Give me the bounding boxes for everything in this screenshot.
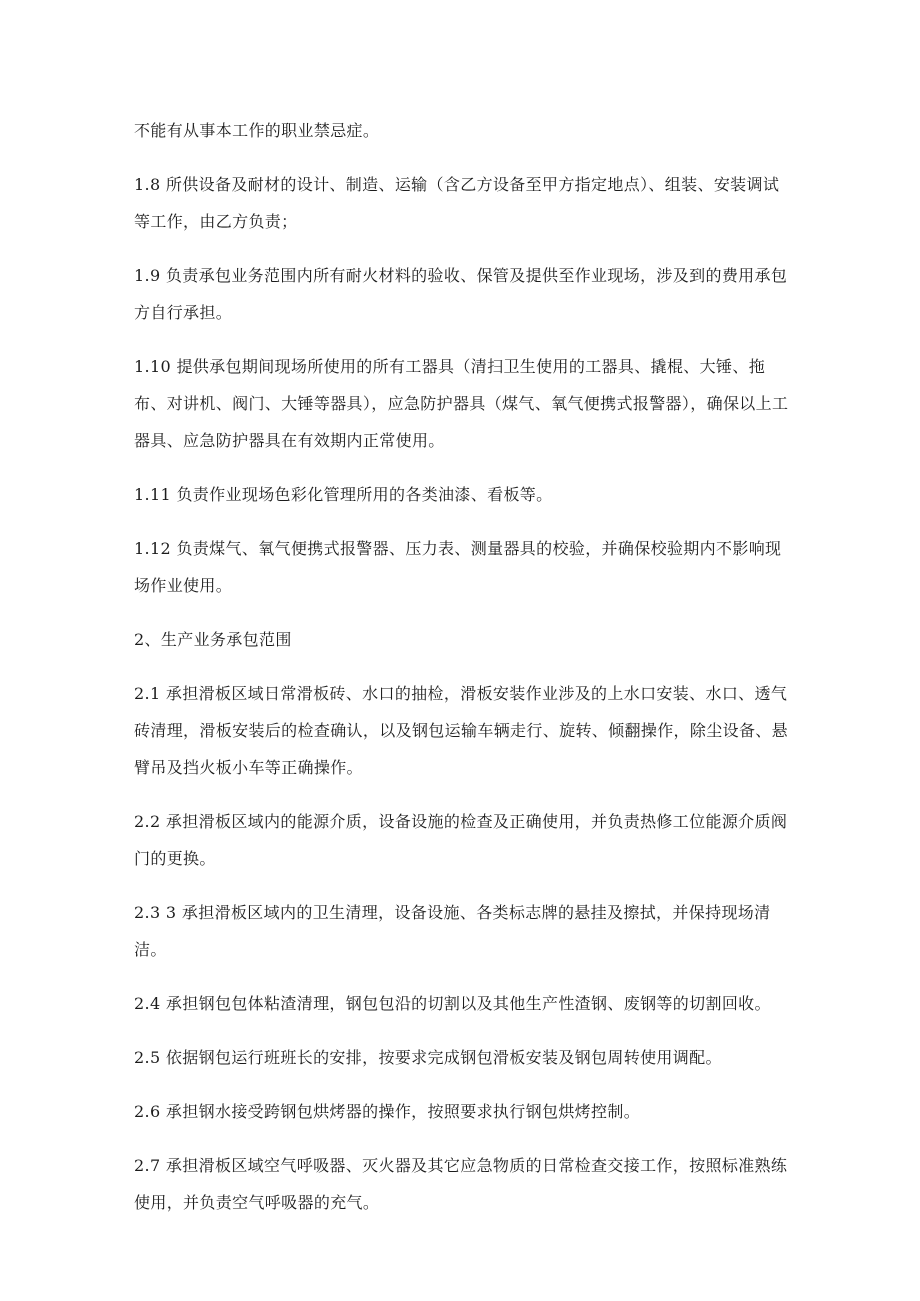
paragraph-continuation: 不能有从事本工作的职业禁忌症。	[134, 121, 380, 140]
paragraph-2-6: 2.6 承担钢水接受跨钢包烘烤器的操作，按照要求执行钢包烘烤控制。	[134, 1102, 641, 1121]
paragraph-1-11: 1.11 负责作业现场色彩化管理所用的各类油漆、看板等。	[134, 485, 553, 504]
paragraph-2-5: 2.5 依据钢包运行班班长的安排，按要求完成钢包滑板安装及钢包周转使用调配。	[134, 1048, 722, 1067]
paragraph-1-12: 1.12 负责煤气、氧气便携式报警器、压力表、测量器具的校验，并确保校验期内不影响现场作业使用。	[134, 539, 782, 595]
paragraph-1-9: 1.9 负责承包业务范围内所有耐火材料的验收、保管及提供至作业现场，涉及到的费用承包方自行承担。	[134, 266, 788, 322]
paragraph-2-3: 2.3 3 承担滑板区域内的卫生清理，设备设施、各类标志牌的悬挂及擦拭，并保持现场清洁。	[134, 903, 771, 959]
paragraph-2-4: 2.4 承担钢包包体粘渣清理，钢包包沿的切割以及其他生产性渣钢、废钢等的切割回收。	[134, 994, 771, 1013]
document-body	[134, 112, 794, 1238]
paragraph-1-10: 1.10 提供承包期间现场所使用的所有工器具（清扫卫生使用的工器具、撬棍、大锤、拖布、对讲机、阀门、大锤等器具），应急防护器具（煤气、氧气便携式报警器），确保以上工器具、应急防护器具在有效期内正常使用。	[134, 357, 789, 450]
paragraph-2-1: 2.1 承担滑板区域日常滑板砖、水口的抽检，滑板安装作业涉及的上水口安装、水口、透气砖清理，滑板安装后的检查确认，以及钢包运输车辆走行、旋转、倾翻操作，除尘设备、悬臂吊及挡火板小车等正确操作。	[134, 684, 789, 777]
section-heading-2: 2、生产业务承包范围	[134, 630, 292, 649]
paragraph-2-7: 2.7 承担滑板区域空气呼吸器、灭火器及其它应急物质的日常检查交接工作，按照标准熟练使用，并负责空气呼吸器的充气。	[134, 1156, 788, 1212]
paragraph-2-2: 2.2 承担滑板区域内的能源介质，设备设施的检查及正确使用，并负责热修工位能源介质阀门的更换。	[134, 812, 788, 868]
paragraph-1-8: 1.8 所供设备及耐材的设计、制造、运输（含乙方设备至甲方指定地点）、组装、安装调试等工作，由乙方负责；	[134, 175, 780, 231]
